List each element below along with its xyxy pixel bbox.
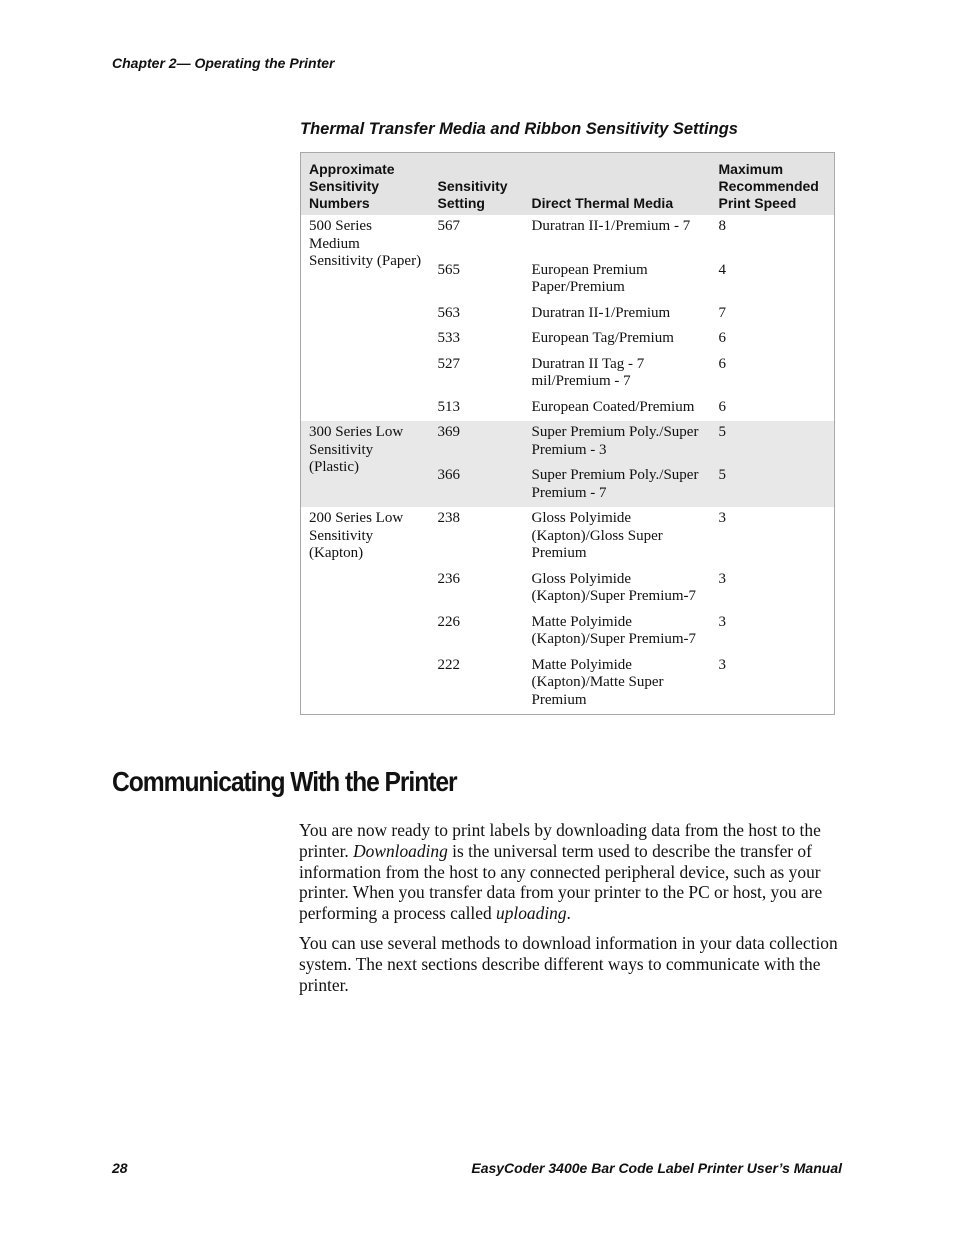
speed-cell: 3 [718,510,726,526]
setting-cell: 226 [437,613,460,630]
speed-cell: 5 [711,464,835,507]
group-label: 300 Series Low Sensitivity (Plastic) [301,421,430,507]
setting-cell: 369 [430,421,524,464]
table-title: Thermal Transfer Media and Ribbon Sensitivity Settings [300,120,738,138]
header-sensitivity-setting: Sensitivity Setting [430,153,524,216]
media-cell: Super Premium Poly./Super Premium - 7 [524,464,711,507]
paragraph-text: is the universal term used to describe the transfer of information from the host to any connected peripheral device, such as your printer. When you transfer data from your printer to the PC or host, you are performing a process called [299,840,823,924]
speed-cell: 7 [718,304,726,321]
media-cell: Matte Polyimide (Kapton)/Super Premium-7 [531,613,697,647]
setting-cell: 513 [437,398,460,415]
setting-cell: 366 [430,464,524,507]
speed-cell: 4 [718,261,726,278]
media-cell: Duratran II-1/Premium [531,304,671,321]
speed-cell: 6 [718,398,726,415]
setting-cell: 567 [437,218,460,234]
emphasis-downloading: Downloading [353,840,448,861]
header-direct-thermal-media: Direct Thermal Media [524,153,711,216]
group-label: 500 Series Medium Sensitivity (Paper) [309,218,422,269]
speed-cell: 6 [718,330,726,346]
group-label: 200 Series Low Sensitivity (Kapton) [309,510,404,561]
media-cell: Duratran II Tag - 7 mil/Premium - 7 [531,355,645,389]
body-paragraph-2: You can use several methods to download information in your data collection system. The next sections describe different ways to communicate with the printer. [299,933,838,995]
header-max-print-speed: Maximum Recommended Print Speed [711,153,835,216]
section-title: Communicating With the Printer [112,766,457,797]
table-row [301,507,835,568]
speed-cell: 8 [718,218,726,234]
setting-cell: 238 [437,510,460,526]
media-cell: European Tag/Premium [531,330,674,346]
media-cell: Gloss Polyimide (Kapton)/Gloss Super Premium [531,510,663,561]
media-cell: Gloss Polyimide (Kapton)/Super Premium-7 [531,570,697,604]
speed-cell: 3 [718,570,726,587]
table-header-row [301,153,835,216]
setting-cell: 565 [437,261,460,278]
running-head: Chapter 2— Operating the Printer [112,55,335,71]
page-number: 28 [112,1160,128,1176]
speed-cell: 3 [718,656,726,673]
emphasis-uploading: uploading [496,903,567,924]
media-cell: European Premium Paper/Premium [531,261,648,295]
speed-cell: 3 [718,613,726,630]
sensitivity-table [300,152,835,715]
paragraph-text: You are now ready to print labels by downloading data from the host to the printer. [299,820,821,861]
speed-cell: 5 [711,421,835,464]
table-row [301,215,835,241]
body-paragraph-1 [299,820,844,924]
speed-cell: 6 [718,355,726,372]
media-cell: European Coated/Premium [531,398,695,415]
setting-cell: 533 [437,330,460,346]
media-cell: Super Premium Poly./Super Premium - 3 [524,421,711,464]
manual-title: EasyCoder 3400e Bar Code Label Printer User’s Manual [471,1160,842,1176]
header-sensitivity-numbers: Approximate Sensitivity Numbers [301,153,430,216]
table-row [301,421,835,464]
media-cell: Duratran II-1/Premium - 7 [531,218,691,234]
setting-cell: 563 [437,304,460,321]
media-cell: Matte Polyimide (Kapton)/Matte Super Premium [531,656,664,708]
setting-cell: 222 [437,656,460,673]
setting-cell: 527 [437,355,460,372]
setting-cell: 236 [437,570,460,587]
paragraph-text: . [566,903,571,924]
